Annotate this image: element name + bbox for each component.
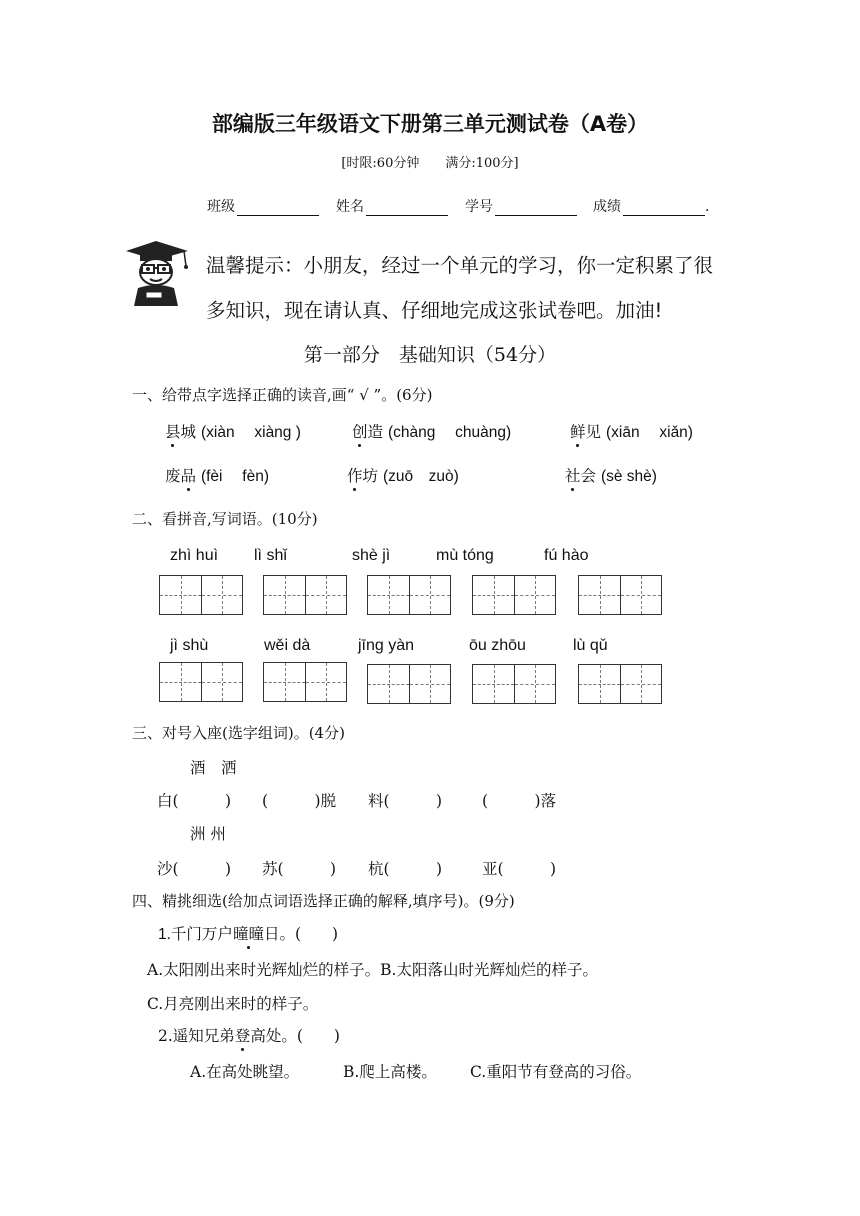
q3-blank-6[interactable]: 苏( ) — [262, 860, 337, 878]
q3-blank-3[interactable]: 料( ) — [368, 792, 443, 810]
pinyin-9: ōu zhōu — [469, 637, 526, 654]
q3-char-pair-1: 酒 洒 — [190, 759, 237, 777]
writing-grid-9[interactable] — [472, 664, 556, 704]
score-label: 成绩 — [593, 199, 621, 215]
writing-grid-6[interactable] — [159, 662, 243, 702]
time-score-limits: [时限:60分钟 满分:100分] — [341, 156, 519, 171]
q4-options-1-ab: A.太阳刚出来时光辉灿烂的样子。B.太阳落山时光辉灿烂的样子。 — [147, 961, 598, 979]
q3-blank-7[interactable]: 杭( ) — [368, 860, 443, 878]
info-end-mark: . — [705, 199, 710, 215]
q2-heading: 二、看拼音,写词语。(10分) — [132, 510, 318, 528]
writing-grid-7[interactable] — [263, 662, 347, 702]
writing-grid-5[interactable] — [578, 575, 662, 615]
q3-blank-1[interactable]: 白( ) — [157, 792, 232, 810]
writing-grid-3[interactable] — [367, 575, 451, 615]
pinyin-8: jīng yàn — [358, 637, 415, 654]
q3-blank-8[interactable]: 亚( ) — [482, 860, 557, 878]
writing-grid-1[interactable] — [159, 575, 243, 615]
q4-option-2-a: A.在高处眺望。 — [190, 1063, 300, 1081]
q1-item-3: 鲜见 (xiān xiǎn) — [570, 420, 693, 442]
tip-line-1: 温馨提示：小朋友，经过一个单元的学习，你一定积累了很 — [206, 254, 714, 277]
class-field[interactable] — [207, 196, 319, 216]
q3-blank-5[interactable]: 沙( ) — [157, 860, 232, 878]
q3-blank-4[interactable]: ( )落 — [482, 792, 557, 810]
name-label: 姓名 — [336, 199, 364, 215]
name-field[interactable] — [336, 196, 448, 216]
q1-item-6: 社会 (sè shè) — [565, 464, 657, 486]
part-one-heading: 第一部分 基础知识（54分） — [303, 344, 557, 366]
pinyin-7: wěi dà — [264, 637, 311, 654]
q1-item-5: 作坊 (zuō zuò) — [347, 464, 459, 486]
q4-option-1-c: C.月亮刚出来时的样子。 — [147, 995, 319, 1013]
pinyin-2: lì shǐ — [254, 547, 287, 564]
q4-heading: 四、精挑细选(给加点词语选择正确的解释,填序号)。(9分) — [132, 892, 515, 910]
pinyin-3: shè jì — [352, 547, 391, 564]
q1-item-4: 废品 (fèi fèn) — [165, 464, 269, 486]
score-field[interactable] — [593, 196, 709, 216]
q4-sentence-1: 1.千门万户曈曈日。( ) — [158, 922, 338, 944]
student-id-blank[interactable] — [495, 201, 577, 216]
writing-grid-4[interactable] — [472, 575, 556, 615]
pinyin-4: mù tóng — [436, 547, 494, 564]
student-id-field[interactable] — [465, 196, 577, 216]
q4-option-2-b: B.爬上高楼。 — [343, 1063, 437, 1081]
student-id-label: 学号 — [465, 199, 493, 215]
pinyin-1: zhì huì — [170, 547, 219, 564]
graduate-cartoon-icon — [120, 238, 194, 308]
tip-line-2: 多知识，现在请认真、仔细地完成这张试卷吧。加油! — [206, 299, 663, 322]
pinyin-5: fú hào — [544, 547, 589, 564]
class-label: 班级 — [207, 199, 235, 215]
writing-grid-2[interactable] — [263, 575, 347, 615]
pinyin-10: lù qǔ — [573, 637, 608, 654]
page-title: 部编版三年级语文下册第三单元测试卷（A卷） — [211, 112, 649, 136]
q1-heading: 一、给带点字选择正确的读音,画“ √ ”。(6分) — [132, 386, 433, 404]
q3-char-pair-2: 洲 州 — [190, 825, 226, 843]
writing-grid-8[interactable] — [367, 664, 451, 704]
score-blank[interactable] — [623, 201, 705, 216]
pinyin-6: jì shù — [170, 637, 209, 654]
name-blank[interactable] — [366, 201, 448, 216]
q4-sentence-2: 2.遥知兄弟登高处。( ) — [158, 1024, 340, 1046]
q3-blank-2[interactable]: ( )脱 — [262, 792, 337, 810]
q1-item-1: 县城 (xiàn xiàng ) — [165, 420, 301, 442]
q3-heading: 三、对号入座(选字组词)。(4分) — [132, 724, 345, 742]
writing-grid-10[interactable] — [578, 664, 662, 704]
q1-item-2: 创造 (chàng chuàng) — [352, 420, 511, 442]
q4-option-2-c: C.重阳节有登高的习俗。 — [470, 1063, 642, 1081]
class-blank[interactable] — [237, 201, 319, 216]
